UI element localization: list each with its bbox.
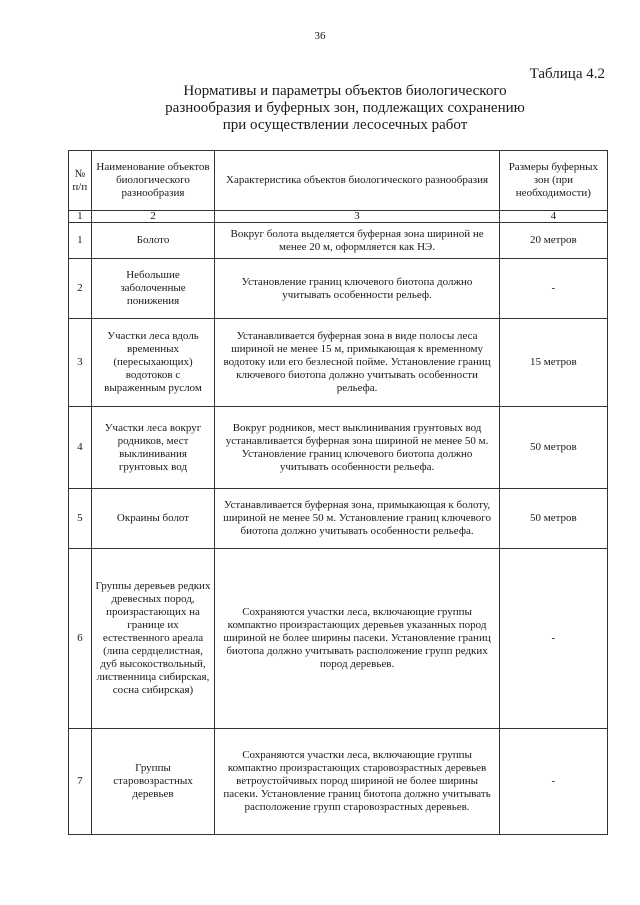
row-description: Сохраняются участки леса, включающие группы компактно произрастающих деревьев указанных пород шириной не более ширины пасеки. Установление границ биотопа должно учитывать расположение групп редких пород деревьев. [215, 549, 499, 729]
document-title: Нормативы и параметры объектов биологического разнообразия и буферных зон, подлежащих сохранению при осуществлении лесосечных работ [165, 83, 525, 133]
row-buffer-size: - [499, 729, 607, 835]
row-number: 1 [69, 223, 92, 259]
row-description: Устанавливается буферная зона, примыкающая к болоту, шириной не менее 50 м. Установление границ ключевого биотопа должно учитывать особенности рельефа. [215, 489, 499, 549]
row-number: 4 [69, 407, 92, 489]
row-buffer-size: - [499, 549, 607, 729]
header-buffer-size: Размеры буферных зон (при необходимости) [499, 151, 607, 211]
table-header-row [69, 151, 608, 211]
row-description: Устанавливается буферная зона в виде полосы леса шириной не менее 15 м, примыкающая к временному водотоку или его безлесной пойме. Установление границ ключевого биотопа должно учитывать особенности рельефа. [215, 319, 499, 407]
table-row [69, 259, 608, 319]
row-number: 2 [69, 259, 92, 319]
column-number: 4 [499, 211, 607, 223]
row-description: Сохраняются участки леса, включающие группы компактно произрастающих старовозрастных деревьев ветроустойчивых пород шириной не более ширины пасеки. Установление границ биотопа должно учитывать расположение групп старовозрастных деревьев. [215, 729, 499, 835]
header-name: Наименование объектов биологического разнообразия [91, 151, 215, 211]
header-description: Характеристика объектов биологического разнообразия [215, 151, 499, 211]
table-caption: Таблица 4.2 [529, 66, 605, 82]
row-object-name: Болото [91, 223, 215, 259]
norms-table [68, 150, 608, 835]
column-number: 3 [215, 211, 499, 223]
table-row [69, 319, 608, 407]
row-number: 3 [69, 319, 92, 407]
row-buffer-size: - [499, 259, 607, 319]
header-num: № п/п [69, 151, 92, 211]
row-buffer-size: 20 метров [499, 223, 607, 259]
row-number: 6 [69, 549, 92, 729]
table-row [69, 223, 608, 259]
row-number: 5 [69, 489, 92, 549]
row-object-name: Группы старовозрастных деревьев [91, 729, 215, 835]
row-description: Вокруг болота выделяется буферная зона шириной не менее 20 м, оформляется как НЭ. [215, 223, 499, 259]
table-row [69, 407, 608, 489]
row-object-name: Группы деревьев редких древесных пород, произрастающих на границе их естественного ареала (липа сердцелистная, дуб высокоствольный, лиственница сибирская, сосна сибирская) [91, 549, 215, 729]
row-description: Установление границ ключевого биотопа должно учитывать особенности рельеф. [215, 259, 499, 319]
row-object-name: Участки леса вокруг родников, мест выклинивания грунтовых вод [91, 407, 215, 489]
row-buffer-size: 15 метров [499, 319, 607, 407]
row-buffer-size: 50 метров [499, 407, 607, 489]
row-buffer-size: 50 метров [499, 489, 607, 549]
page-number: 36 [314, 30, 326, 42]
row-object-name: Участки леса вдоль временных (пересыхающих) водотоков с выраженным руслом [91, 319, 215, 407]
table-row [69, 729, 608, 835]
row-object-name: Окраины болот [91, 489, 215, 549]
row-object-name: Небольшие заболоченные понижения [91, 259, 215, 319]
column-number: 2 [91, 211, 215, 223]
table-row [69, 489, 608, 549]
column-number: 1 [69, 211, 92, 223]
row-number: 7 [69, 729, 92, 835]
column-number-row [69, 211, 608, 223]
row-description: Вокруг родников, мест выклинивания грунтовых вод устанавливается буферная зона шириной не менее 50 м. Установление границ ключевого биотопа должно учитывать особенности рельефа. [215, 407, 499, 489]
table-row [69, 549, 608, 729]
